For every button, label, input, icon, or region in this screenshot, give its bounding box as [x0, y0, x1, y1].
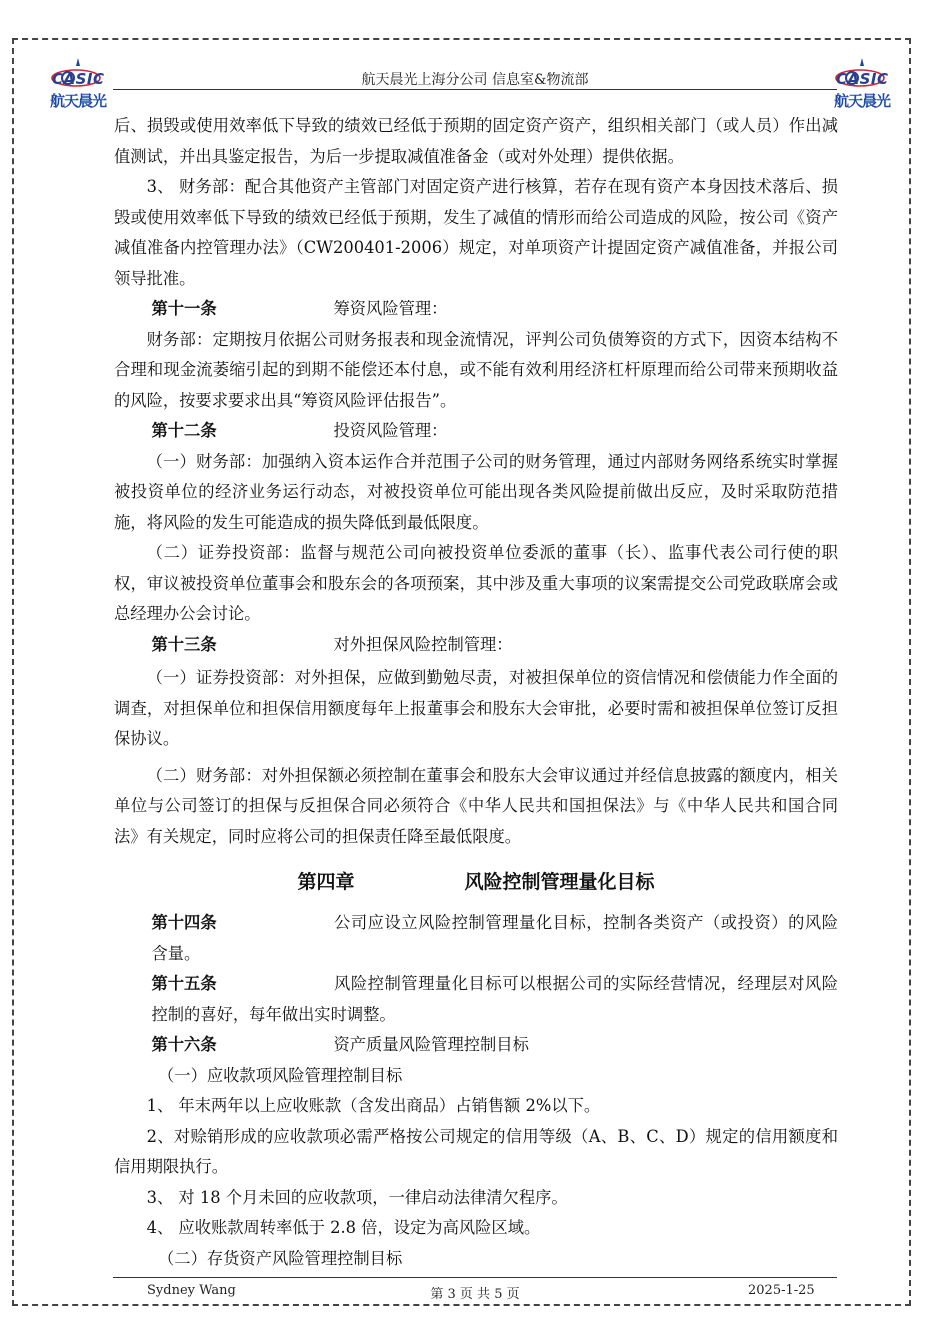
article-label: 第十五条	[151, 974, 217, 993]
article-text: 风险控制管理量化目标可以根据公司的实际经营情况，经理层对风险控制的喜好，每年做出实时调整。	[151, 974, 838, 1024]
article-11	[114, 294, 838, 325]
article-text: 资产质量风险管理控制目标	[333, 1035, 529, 1054]
list-item: 4、 应收账款周转率低于 2.8 倍，设定为高风险区域。	[146, 1218, 541, 1237]
article-13	[114, 630, 838, 661]
article-12	[114, 416, 838, 447]
footer-date: 2025-1-25	[748, 1283, 815, 1298]
article-14	[114, 908, 838, 969]
article-label: 第十一条	[151, 299, 217, 318]
document-body	[114, 111, 838, 1274]
list-item: 2、对赊销形成的应收款项必需严格按公司规定的信用等级（A、B、C、D）规定的信用额度和信用期限执行。	[114, 1126, 838, 1176]
article-label: 第十三条	[151, 634, 217, 654]
section-heading: （一）应收款项风险管理控制目标	[158, 1065, 403, 1085]
logo-cn-text: 航天晨光	[834, 92, 891, 110]
section-heading: （二）存货资产风险管理控制目标	[158, 1248, 403, 1268]
list-item: 1、 年末两年以上应收账款（含发出商品）占销售额 2%以下。	[146, 1096, 601, 1115]
paragraph: （二）证券投资部：监督与规范公司向被投资单位委派的董事（长）、监事代表公司行使的职权，审议被投资单位董事会和股东会的各项预案，其中涉及重大事项的议案需提交公司党政联席会或总经理办公会讨论。	[114, 543, 838, 623]
footer-author: Sydney Wang	[147, 1283, 236, 1298]
logo-latin-text: CASIC	[836, 70, 889, 88]
logo-latin-text: CASIC	[52, 70, 105, 88]
footer-divider	[113, 1277, 837, 1278]
header-org: 航天晨光上海分公司 信息室&物流部	[361, 72, 589, 88]
logo-cn-text: 航天晨光	[50, 92, 107, 110]
paragraph: （一）证券投资部：对外担保，应做到勤勉尽责，对被担保单位的资信情况和偿债能力作全面的调查，对担保单位和担保信用额度每年上报董事会和股东大会审批，必要时需和被担保单位签订反担保协议。	[114, 668, 838, 748]
article-label: 第十四条	[151, 913, 217, 932]
paragraph: （一）财务部：加强纳入资本运作合并范围子公司的财务管理，通过内部财务网络系统实时掌握被投资单位的经济业务运行动态，对被投资单位可能出现各类风险提前做出反应，及时采取防范措施，将风险的发生可能造成的损失降低到最低限度。	[114, 451, 838, 532]
list-item: 3、 对 18 个月未回的应收款项，一律启动法律清欠程序。	[146, 1187, 568, 1207]
paragraph: 后、损毁或使用效率低下导致的绩效已经低于预期的固定资产资产，组织相关部门（或人员）作出减值测试，并出具鉴定报告，为后一步提取减值准备金（或对外处理）提供依据。	[114, 116, 838, 166]
chapter-title: 风险控制管理量化目标	[464, 871, 655, 893]
article-label: 第十六条	[151, 1035, 217, 1054]
article-15	[114, 969, 838, 1030]
paragraph: 3、 财务部：配合其他资产主管部门对固定资产进行核算，若存在现有资产本身因技术落后、损毁或使用效率低下导致的绩效已经低于预期，发生了减值的情形而给公司造成的风险，按公司《资产减值准备内控管理办法》（CW200401-2006）规定，对单项资产计提固定资产减值准备，并报公司领导批准。	[114, 177, 838, 288]
article-label: 第十二条	[151, 421, 217, 440]
article-title: 对外担保风险控制管理：	[333, 634, 513, 654]
article-title: 筹资风险管理：	[333, 299, 448, 318]
paragraph: 财务部：定期按月依据公司财务报表和现金流情况，评判公司负债筹资的方式下，因资本结构不合理和现金流萎缩引起的到期不能偿还本付息，或不能有效利用经济杠杆原理而给公司带来预期收益的风险，按要求要求出具“筹资风险评估报告”。	[114, 329, 838, 410]
paragraph: （二）财务部：对外担保额必须控制在董事会和股东大会审议通过并经信息披露的额度内，相关单位与公司签订的担保与反担保合同必须符合《中华人民共和国担保法》与《中华人民共和国合同法》有关规定，同时应将公司的担保责任降至最低限度。	[114, 765, 838, 846]
chapter-heading	[114, 864, 838, 900]
header-divider	[113, 89, 837, 90]
article-text: 公司应设立风险控制管理量化目标，控制各类资产（或投资）的风险含量。	[151, 913, 838, 963]
footer-page-number: 第 3 页 共 5 页	[430, 1287, 520, 1302]
chapter-number: 第四章	[297, 871, 355, 893]
article-16	[114, 1030, 838, 1061]
article-title: 投资风险管理：	[333, 421, 448, 440]
